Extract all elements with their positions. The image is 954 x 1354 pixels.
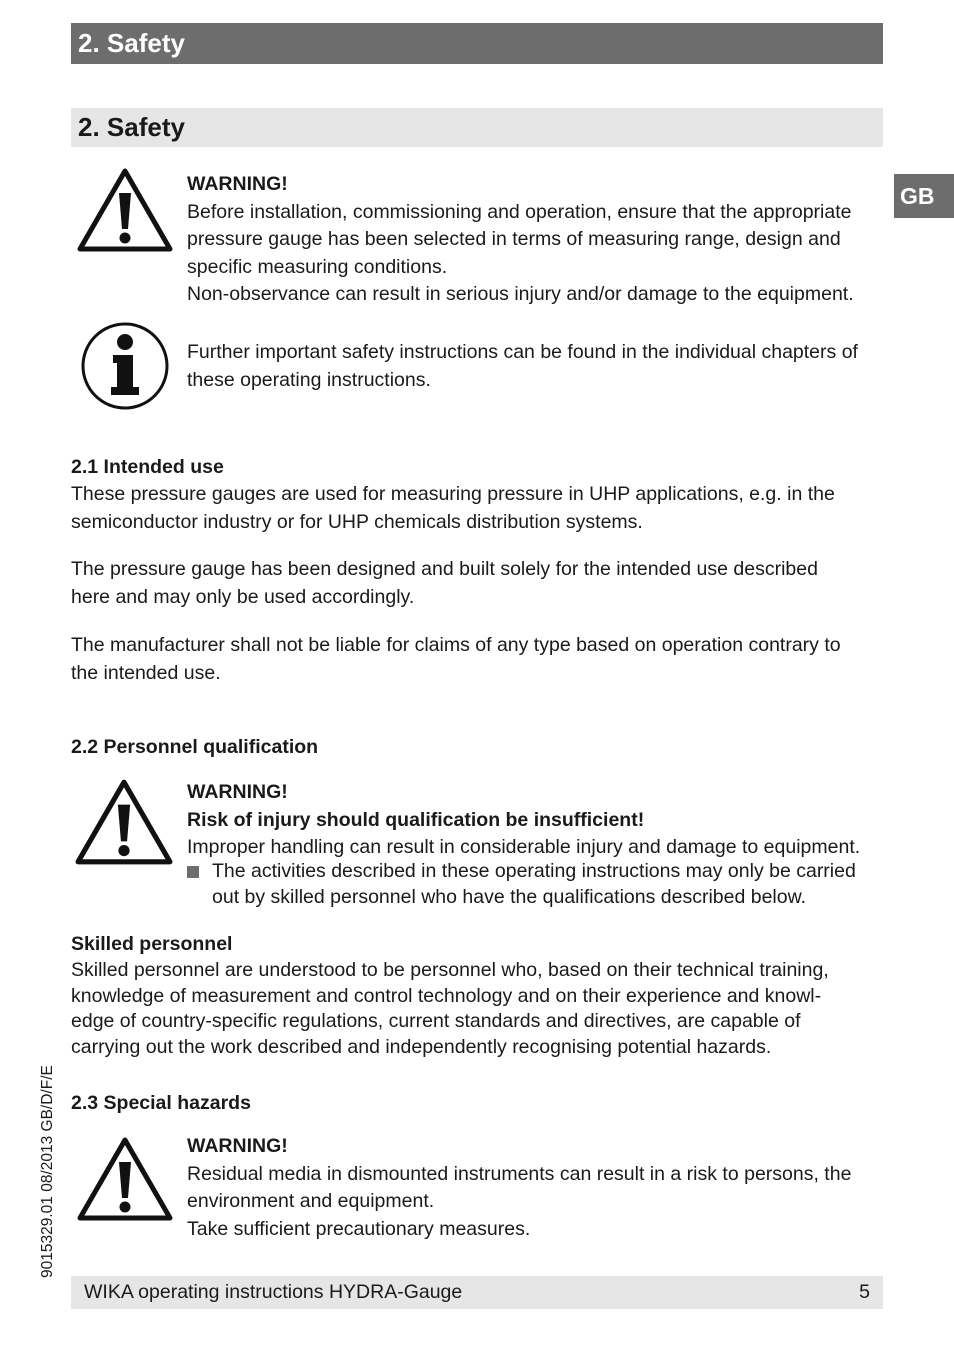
language-tab xyxy=(894,174,954,218)
warning-block-1 xyxy=(187,171,892,309)
warning-line: pressure gauge has been selected in terms of measuring range, design and xyxy=(187,228,841,250)
page-number: 5 xyxy=(859,1281,870,1303)
bullet-line: out by skilled personnel who have the qualifications described below. xyxy=(212,885,807,908)
page-header-title: 2. Safety xyxy=(78,28,185,58)
warning-subtitle: Risk of injury should qualification be insufficient! xyxy=(187,808,645,831)
paragraph-line: here and may only be used accordingly. xyxy=(71,585,415,608)
paragraph-line: edge of country-specific regulations, current standards and directives, are capable of xyxy=(71,1010,801,1032)
bullet-line: The activities described in these operating instructions may only be carried xyxy=(212,860,856,882)
bullet-item xyxy=(187,859,892,911)
paragraph-line: These pressure gauges are used for measuring pressure in UHP applications, e.g. in the xyxy=(71,483,835,505)
heading-personnel-qualification: 2.2 Personnel qualification xyxy=(71,736,319,758)
warning-block-3 xyxy=(187,1133,892,1243)
page-footer xyxy=(71,1276,883,1309)
info-block xyxy=(187,339,892,394)
warning-line: Improper handling can result in considerable injury and damage to equipment. xyxy=(187,836,861,858)
paragraph-line: The pressure gauge has been designed and built solely for the intended use described xyxy=(71,558,818,580)
paragraph-line: carrying out the work described and independently recognising potential hazards. xyxy=(71,1035,772,1058)
page-header-bar xyxy=(71,23,883,64)
warning-block-2 xyxy=(187,779,892,862)
document-code-vertical: 9015329.01 08/2013 GB/D/F/E xyxy=(39,1065,56,1278)
section-title-bar xyxy=(71,108,883,147)
warning-title: WARNING! xyxy=(187,781,288,803)
warning-line: Take sufficient precautionary measures. xyxy=(187,1217,531,1240)
paragraph-line: knowledge of measurement and control technology and on their experience and knowl- xyxy=(71,984,822,1007)
heading-skilled-personnel: Skilled personnel xyxy=(71,933,233,955)
info-circle-icon xyxy=(80,321,170,411)
warning-line: environment and equipment. xyxy=(187,1190,435,1212)
warning-title: WARNING! xyxy=(187,1135,288,1157)
paragraph xyxy=(71,481,883,536)
bullet-square-icon xyxy=(187,866,199,878)
warning-triangle-icon xyxy=(77,167,173,253)
warning-triangle-icon xyxy=(77,1136,173,1222)
paragraph-line: the intended use. xyxy=(71,661,221,684)
paragraph xyxy=(71,632,883,687)
paragraph xyxy=(71,556,883,611)
warning-line: Before installation, commissioning and operation, ensure that the appropriate xyxy=(187,200,852,223)
paragraph-line: The manufacturer shall not be liable for claims of any type based on operation contrary to xyxy=(71,634,841,656)
bullet-text xyxy=(212,859,892,910)
warning-line: Residual media in dismounted instruments can result in a risk to persons, the xyxy=(187,1162,852,1185)
heading-intended-use: 2.1 Intended use xyxy=(71,456,224,478)
paragraph xyxy=(71,958,883,1060)
info-line: these operating instructions. xyxy=(187,368,431,391)
warning-line: specific measuring conditions. xyxy=(187,255,448,278)
section-title: 2. Safety xyxy=(78,112,185,142)
footer-title: WIKA operating instructions HYDRA-Gauge xyxy=(84,1281,463,1303)
paragraph-line: Skilled personnel are understood to be personnel who, based on their technical training, xyxy=(71,959,829,981)
paragraph-line: semiconductor industry or for UHP chemicals distribution systems. xyxy=(71,510,643,533)
heading-special-hazards: 2.3 Special hazards xyxy=(71,1092,251,1114)
warning-line: Non-observance can result in serious injury and/or damage to the equipment. xyxy=(187,283,854,305)
warning-triangle-icon xyxy=(75,778,173,866)
language-tab-label: GB xyxy=(900,183,935,209)
warning-title: WARNING! xyxy=(187,173,288,195)
info-line: Further important safety instructions can be found in the individual chapters of xyxy=(187,341,858,363)
